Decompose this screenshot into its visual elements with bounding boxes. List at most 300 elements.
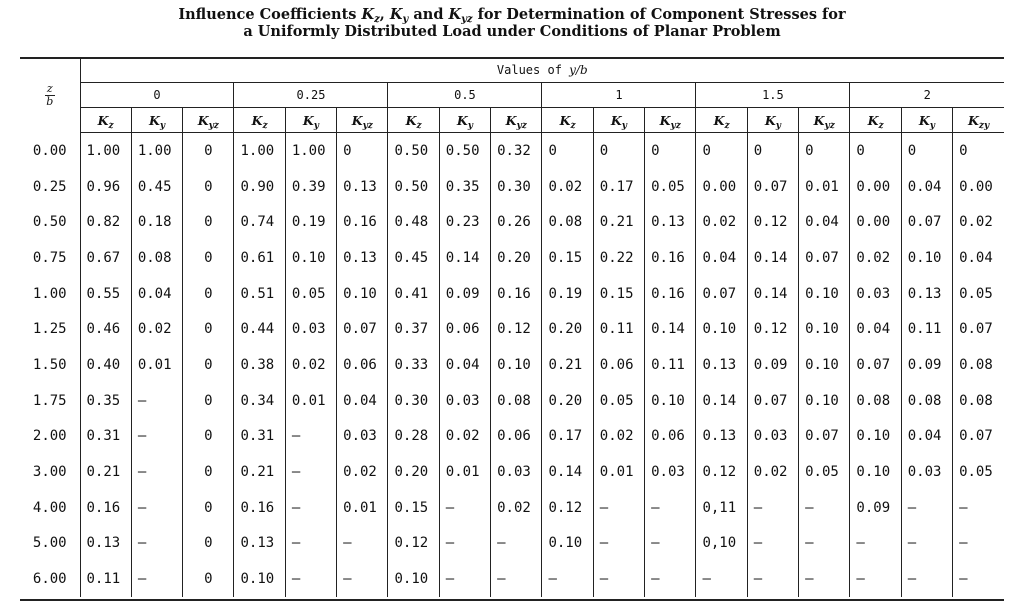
z-over-b-value: 0.50 bbox=[32, 214, 67, 231]
coefficient-cell: 0.04 bbox=[131, 276, 182, 312]
coefficient-cell: 0.37 bbox=[388, 311, 439, 347]
coefficient-cell: 0.50 bbox=[439, 133, 490, 169]
coefficient-cell: 0.07 bbox=[850, 347, 901, 383]
coefficient-cell: — bbox=[953, 561, 1004, 597]
z-over-b-value: 0.00 bbox=[32, 142, 67, 159]
coefficient-cell: 0.13 bbox=[234, 526, 285, 562]
coefficient-cell: 0 bbox=[183, 240, 234, 276]
coefficient-cell: 0 bbox=[645, 133, 696, 169]
coefficient-cell: — bbox=[285, 561, 336, 597]
coefficient-cell: 0.10 bbox=[491, 347, 542, 383]
coefficient-cell: 0.06 bbox=[593, 347, 644, 383]
coefficient-cell: — bbox=[131, 490, 182, 526]
title-text: , bbox=[379, 6, 390, 23]
coefficient-cell: 1.00 bbox=[131, 133, 182, 169]
coefficient-cell: — bbox=[645, 526, 696, 562]
k-symbol: K bbox=[559, 112, 571, 128]
coefficient-cell: 0.10 bbox=[799, 383, 850, 419]
coefficient-cell: 0.12 bbox=[388, 526, 439, 562]
k-subscript: z bbox=[416, 120, 422, 131]
coefficient-cell: 0.55 bbox=[80, 276, 131, 312]
coefficient-cell: — bbox=[439, 490, 490, 526]
k-symbol: K bbox=[610, 112, 622, 128]
coefficient-cell: 0.18 bbox=[131, 204, 182, 240]
coefficient-cell: 0.08 bbox=[953, 383, 1004, 419]
coefficient-cell: 0.07 bbox=[337, 311, 388, 347]
coefficient-cell: — bbox=[850, 561, 901, 597]
coefficient-cell: 0.45 bbox=[388, 240, 439, 276]
coefficient-cell: 0 bbox=[183, 454, 234, 490]
coefficient-cell: 0.44 bbox=[234, 311, 285, 347]
coefficient-cell: 0.39 bbox=[285, 169, 336, 205]
coefficient-cell: 0 bbox=[183, 383, 234, 419]
coefficient-cell: 0.03 bbox=[285, 311, 336, 347]
coefficient-cell: 0.41 bbox=[388, 276, 439, 312]
coefficient-cell: 0.17 bbox=[593, 169, 644, 205]
coefficient-column-header bbox=[183, 108, 234, 133]
coefficient-cell: 0.22 bbox=[593, 240, 644, 276]
coefficient-cell: 0.30 bbox=[491, 169, 542, 205]
coefficient-cell: — bbox=[850, 526, 901, 562]
coefficient-cell: 0.10 bbox=[799, 347, 850, 383]
coefficient-cell: 1.00 bbox=[80, 133, 131, 169]
coefficient-cell: — bbox=[439, 526, 490, 562]
coefficient-cell: 0.13 bbox=[901, 276, 952, 312]
coefficient-cell: 0.16 bbox=[337, 204, 388, 240]
coefficient-cell: 0.10 bbox=[234, 561, 285, 597]
coefficient-cell: 0.13 bbox=[645, 204, 696, 240]
table-row bbox=[20, 133, 1004, 169]
coefficient-column-header bbox=[131, 108, 182, 133]
k-subscript: z bbox=[108, 120, 114, 131]
title-text: for Determination of Component Stresses for bbox=[472, 6, 846, 23]
coefficient-column-header bbox=[234, 108, 285, 133]
k-symbol: K bbox=[713, 112, 725, 128]
coefficient-column-header bbox=[747, 108, 798, 133]
k-subscript: yz bbox=[670, 120, 681, 131]
coefficient-cell: — bbox=[799, 526, 850, 562]
coefficient-cell: 0.08 bbox=[901, 383, 952, 419]
coefficient-cell: 0.10 bbox=[850, 419, 901, 455]
z-over-b-value: 1.75 bbox=[32, 392, 67, 409]
title-subscript: yz bbox=[461, 14, 473, 25]
coefficient-cell: 0.09 bbox=[901, 347, 952, 383]
group-header: 2 bbox=[850, 83, 1004, 108]
coefficient-cell: 0.11 bbox=[645, 347, 696, 383]
coefficient-cell: 0 bbox=[183, 169, 234, 205]
coefficient-cell: 0.40 bbox=[80, 347, 131, 383]
coefficient-cell: 0.13 bbox=[696, 419, 747, 455]
coefficient-cell: 0.06 bbox=[439, 311, 490, 347]
coefficient-cell: 0.00 bbox=[850, 204, 901, 240]
coefficient-cell: 0 bbox=[183, 276, 234, 312]
coefficient-cell: 0.04 bbox=[850, 311, 901, 347]
coefficient-cell: 0.31 bbox=[80, 419, 131, 455]
coefficient-cell: 0.13 bbox=[337, 169, 388, 205]
k-symbol: K bbox=[764, 112, 776, 128]
coefficient-cell: — bbox=[285, 419, 336, 455]
coefficient-column-header bbox=[593, 108, 644, 133]
k-subscript: yz bbox=[824, 120, 835, 131]
table-row bbox=[20, 490, 1004, 526]
coefficient-cell: 0.10 bbox=[285, 240, 336, 276]
k-symbol: K bbox=[405, 112, 417, 128]
coefficient-cell: — bbox=[542, 561, 593, 597]
coefficient-cell: 0.11 bbox=[80, 561, 131, 597]
coefficient-cell: — bbox=[337, 561, 388, 597]
k-symbol: K bbox=[813, 112, 825, 128]
table-row bbox=[20, 561, 1004, 597]
z-over-b-value: 6.00 bbox=[32, 571, 67, 588]
coefficient-cell: 0 bbox=[183, 347, 234, 383]
coefficient-cell: 0.07 bbox=[953, 311, 1004, 347]
coefficient-cell: 0.02 bbox=[131, 311, 182, 347]
coefficient-cell: 0.02 bbox=[542, 169, 593, 205]
title-k-symbol: K bbox=[361, 6, 375, 23]
coefficient-cell: 0.21 bbox=[593, 204, 644, 240]
title-line-1 bbox=[0, 6, 1024, 23]
coefficient-cell: 0.07 bbox=[747, 383, 798, 419]
coefficient-cell: 0.06 bbox=[645, 419, 696, 455]
coefficient-cell: — bbox=[747, 526, 798, 562]
coefficient-cell: 0 bbox=[183, 133, 234, 169]
coefficient-cell: 0.04 bbox=[901, 419, 952, 455]
coefficient-cell: 0.06 bbox=[337, 347, 388, 383]
coefficient-column-header bbox=[388, 108, 439, 133]
fraction-numerator: z bbox=[46, 81, 53, 95]
coefficient-column-header bbox=[542, 108, 593, 133]
coefficient-cell: 0 bbox=[953, 133, 1004, 169]
coefficient-cell: 0.04 bbox=[799, 204, 850, 240]
table-row bbox=[20, 419, 1004, 455]
k-symbol: K bbox=[918, 112, 930, 128]
coefficient-cell: 0.12 bbox=[491, 311, 542, 347]
k-symbol: K bbox=[251, 112, 263, 128]
coefficient-cell: 0 bbox=[183, 490, 234, 526]
coefficient-column-header bbox=[953, 108, 1004, 133]
coefficient-cell: 0.10 bbox=[799, 311, 850, 347]
group-header: 1 bbox=[542, 83, 696, 108]
k-subscript: zy bbox=[978, 120, 990, 131]
coefficient-cell: — bbox=[696, 561, 747, 597]
k-subscript: yz bbox=[516, 120, 527, 131]
coefficient-cell: 0.16 bbox=[645, 276, 696, 312]
coefficient-cell: — bbox=[439, 561, 490, 597]
coefficient-cell: 0 bbox=[183, 561, 234, 597]
coefficient-cell: 0.05 bbox=[593, 383, 644, 419]
table-row bbox=[20, 347, 1004, 383]
coefficient-cell: 0.01 bbox=[439, 454, 490, 490]
coefficient-cell: 0.07 bbox=[953, 419, 1004, 455]
z-over-b-header bbox=[20, 58, 80, 133]
coefficient-cell: 1.00 bbox=[285, 133, 336, 169]
coefficient-cell: — bbox=[901, 561, 952, 597]
table-row bbox=[20, 454, 1004, 490]
coefficient-cell: 0.12 bbox=[747, 311, 798, 347]
coefficient-cell: — bbox=[131, 419, 182, 455]
title-text: Influence Coefficients bbox=[178, 6, 362, 23]
coefficient-cell: 0.13 bbox=[337, 240, 388, 276]
coefficient-cell: 0.61 bbox=[234, 240, 285, 276]
coefficient-cell: 0.02 bbox=[593, 419, 644, 455]
coefficient-cell: 0.23 bbox=[439, 204, 490, 240]
coefficient-cell: — bbox=[799, 561, 850, 597]
coefficient-cell: 0.15 bbox=[388, 490, 439, 526]
k-symbol: K bbox=[197, 112, 209, 128]
coefficient-cell: — bbox=[285, 526, 336, 562]
coefficient-cell: 0.07 bbox=[901, 204, 952, 240]
k-symbol: K bbox=[659, 112, 671, 128]
coefficient-cell: — bbox=[747, 561, 798, 597]
coefficient-cell: 0.02 bbox=[491, 490, 542, 526]
coefficient-cell: 0.45 bbox=[131, 169, 182, 205]
coefficient-cell: 0.96 bbox=[80, 169, 131, 205]
k-symbol: K bbox=[456, 112, 468, 128]
coefficient-cell: — bbox=[285, 490, 336, 526]
coefficient-cell: — bbox=[131, 454, 182, 490]
coefficient-cell: — bbox=[491, 561, 542, 597]
k-symbol: K bbox=[505, 112, 517, 128]
coefficient-cell: 0.26 bbox=[491, 204, 542, 240]
k-subscript: y bbox=[621, 120, 627, 131]
coefficient-cell: 0.02 bbox=[953, 204, 1004, 240]
coefficient-cell: 0.05 bbox=[799, 454, 850, 490]
coefficient-cell: — bbox=[953, 526, 1004, 562]
coefficient-cell: 0.17 bbox=[542, 419, 593, 455]
coefficient-cell: 0.01 bbox=[131, 347, 182, 383]
coefficient-cell: 0.06 bbox=[491, 419, 542, 455]
coefficient-cell: 0.02 bbox=[747, 454, 798, 490]
coefficient-cell: 0.11 bbox=[901, 311, 952, 347]
coefficient-cell: 0.14 bbox=[747, 276, 798, 312]
coefficient-cell: 0 bbox=[747, 133, 798, 169]
coefficient-cell: 0.38 bbox=[234, 347, 285, 383]
coefficient-cell: 0.67 bbox=[80, 240, 131, 276]
table-row bbox=[20, 526, 1004, 562]
coefficient-cell: 0.15 bbox=[542, 240, 593, 276]
coefficient-cell: 0 bbox=[183, 204, 234, 240]
table-bottom-rule bbox=[20, 599, 1004, 601]
coefficient-column-header bbox=[645, 108, 696, 133]
coefficient-cell: 0.48 bbox=[388, 204, 439, 240]
coefficient-cell: 0 bbox=[183, 526, 234, 562]
coefficient-cell: 0.05 bbox=[645, 169, 696, 205]
k-subscript: y bbox=[313, 120, 320, 131]
coefficient-cell: 0.12 bbox=[747, 204, 798, 240]
coefficient-cell: 0.19 bbox=[285, 204, 336, 240]
coefficient-cell: — bbox=[131, 526, 182, 562]
coefficient-cell: 0 bbox=[183, 419, 234, 455]
coefficient-cell: 0.14 bbox=[747, 240, 798, 276]
coefficient-cell: — bbox=[799, 490, 850, 526]
group-header: 1.5 bbox=[696, 83, 850, 108]
coefficient-column-header bbox=[439, 108, 490, 133]
coefficient-cell: 0.03 bbox=[850, 276, 901, 312]
coefficient-column-header bbox=[696, 108, 747, 133]
coefficient-cell: 0 bbox=[337, 133, 388, 169]
table-title bbox=[0, 6, 1024, 40]
coefficient-cell: 0.34 bbox=[234, 383, 285, 419]
coefficient-cell: 0.03 bbox=[645, 454, 696, 490]
coefficient-cell: 0.04 bbox=[696, 240, 747, 276]
coefficient-cell: 0.08 bbox=[953, 347, 1004, 383]
coefficient-cell: 0.20 bbox=[542, 311, 593, 347]
coefficient-column-header bbox=[285, 108, 336, 133]
coefficient-cell: 0.28 bbox=[388, 419, 439, 455]
z-over-b-value: 0.75 bbox=[32, 249, 67, 266]
title-k-symbol: K bbox=[389, 6, 403, 23]
coefficient-cell: 0.15 bbox=[593, 276, 644, 312]
coefficient-cell: 0.09 bbox=[747, 347, 798, 383]
k-subscript: z bbox=[570, 120, 576, 131]
coefficient-cell: 0.08 bbox=[491, 383, 542, 419]
coefficient-cell: 0.00 bbox=[850, 169, 901, 205]
k-subscript: y bbox=[775, 120, 781, 131]
coefficient-cell: 0.21 bbox=[234, 454, 285, 490]
coefficient-cell: 0 bbox=[799, 133, 850, 169]
coefficient-cell: — bbox=[593, 526, 644, 562]
title-text: and bbox=[408, 6, 449, 23]
k-symbol: K bbox=[351, 112, 363, 128]
table-row bbox=[20, 311, 1004, 347]
coefficient-cell: 0.10 bbox=[850, 454, 901, 490]
z-over-b-value: 1.25 bbox=[32, 321, 67, 338]
coefficient-cell: 0.16 bbox=[80, 490, 131, 526]
coefficient-cell: 0.02 bbox=[285, 347, 336, 383]
coefficient-cell: 0 bbox=[696, 133, 747, 169]
coefficient-cell: 0.03 bbox=[747, 419, 798, 455]
group-header: 0 bbox=[80, 83, 234, 108]
coefficient-cell: 0.10 bbox=[388, 561, 439, 597]
coefficient-cell: 0.05 bbox=[953, 276, 1004, 312]
coefficient-cell: 0.10 bbox=[542, 526, 593, 562]
coefficient-cell: — bbox=[285, 454, 336, 490]
coefficient-cell: 0.05 bbox=[285, 276, 336, 312]
values-label: Values of bbox=[496, 63, 570, 77]
k-subscript: z bbox=[724, 120, 730, 131]
coefficient-cell: 0.13 bbox=[696, 347, 747, 383]
title-subscript: y bbox=[402, 14, 409, 25]
k-symbol: K bbox=[867, 112, 879, 128]
coefficient-cell: 0.07 bbox=[696, 276, 747, 312]
coefficient-cell: 0.04 bbox=[901, 169, 952, 205]
coefficient-cell: 0.50 bbox=[388, 133, 439, 169]
k-subscript: yz bbox=[208, 120, 219, 131]
coefficient-cell: 0.46 bbox=[80, 311, 131, 347]
coefficient-cell: 0.08 bbox=[542, 204, 593, 240]
coefficient-cell: 0.30 bbox=[388, 383, 439, 419]
values-variable: y/b bbox=[569, 63, 588, 77]
coefficient-cell: 0.10 bbox=[645, 383, 696, 419]
k-symbol: K bbox=[967, 112, 979, 128]
coefficient-cell: 0.02 bbox=[337, 454, 388, 490]
coefficient-cell: — bbox=[747, 490, 798, 526]
coefficient-cell: 0.09 bbox=[439, 276, 490, 312]
coefficient-cell: 0.01 bbox=[593, 454, 644, 490]
coefficient-cell: 0.20 bbox=[491, 240, 542, 276]
table-row bbox=[20, 204, 1004, 240]
coefficient-cell: 0.20 bbox=[388, 454, 439, 490]
table-row bbox=[20, 276, 1004, 312]
k-subscript: y bbox=[159, 120, 166, 131]
z-over-b-value: 2.00 bbox=[32, 428, 67, 445]
title-line-2: a Uniformly Distributed Load under Conditions of Planar Problem bbox=[243, 23, 781, 40]
k-subscript: yz bbox=[362, 120, 373, 131]
k-subscript: z bbox=[262, 120, 268, 131]
table-row bbox=[20, 240, 1004, 276]
k-symbol: K bbox=[97, 112, 109, 128]
k-subscript: y bbox=[467, 120, 474, 131]
coefficient-cell: 0.50 bbox=[388, 169, 439, 205]
coefficient-cell: 0.21 bbox=[542, 347, 593, 383]
coefficient-cell: — bbox=[901, 526, 952, 562]
coefficient-cell: 0.01 bbox=[799, 169, 850, 205]
coefficient-cell: 0.04 bbox=[439, 347, 490, 383]
coefficient-cell: — bbox=[645, 561, 696, 597]
coefficient-cell: 0.03 bbox=[337, 419, 388, 455]
coefficient-cell: 0.07 bbox=[799, 419, 850, 455]
coefficient-cell: 0.10 bbox=[696, 311, 747, 347]
coefficient-cell: 0.35 bbox=[439, 169, 490, 205]
group-header: 0.25 bbox=[234, 83, 388, 108]
coefficient-cell: 0.01 bbox=[285, 383, 336, 419]
coefficient-cell: 0.02 bbox=[696, 204, 747, 240]
coefficient-column-header bbox=[337, 108, 388, 133]
z-over-b-value: 1.00 bbox=[32, 285, 67, 302]
coefficient-cell: 0.03 bbox=[491, 454, 542, 490]
coefficient-cell: 0.04 bbox=[953, 240, 1004, 276]
coefficient-cell: 0 bbox=[901, 133, 952, 169]
coefficient-cell: 0.09 bbox=[850, 490, 901, 526]
k-subscript: y bbox=[929, 120, 935, 131]
k-subscript: z bbox=[878, 120, 884, 131]
k-symbol: K bbox=[148, 112, 160, 128]
coefficient-cell: 0.19 bbox=[542, 276, 593, 312]
coefficient-cell: — bbox=[645, 490, 696, 526]
coefficient-cell: 0.21 bbox=[80, 454, 131, 490]
coefficient-cell: 0.12 bbox=[542, 490, 593, 526]
coefficient-cell: 0.08 bbox=[131, 240, 182, 276]
z-over-b-value: 0.25 bbox=[32, 178, 67, 195]
coefficient-cell: 0 bbox=[183, 311, 234, 347]
coefficient-cell: 0.16 bbox=[491, 276, 542, 312]
coefficient-cell: 0.10 bbox=[901, 240, 952, 276]
coefficient-cell: 0.16 bbox=[645, 240, 696, 276]
coefficient-cell: 0 bbox=[850, 133, 901, 169]
coefficient-cell: 0.05 bbox=[953, 454, 1004, 490]
coefficient-cell: 0.00 bbox=[953, 169, 1004, 205]
title-subscript: z bbox=[374, 14, 380, 25]
z-over-b-value: 5.00 bbox=[32, 535, 67, 552]
coefficient-cell: 0.74 bbox=[234, 204, 285, 240]
coefficient-cell: 1.00 bbox=[234, 133, 285, 169]
coefficient-cell: — bbox=[337, 526, 388, 562]
coefficient-column-header bbox=[850, 108, 901, 133]
z-over-b-fraction bbox=[45, 83, 55, 108]
coefficient-cell: 0.14 bbox=[542, 454, 593, 490]
coefficient-cell: 0.01 bbox=[337, 490, 388, 526]
coefficient-cell: — bbox=[593, 561, 644, 597]
coefficient-column-header bbox=[491, 108, 542, 133]
coefficient-cell: — bbox=[491, 526, 542, 562]
coefficient-cell: 0.31 bbox=[234, 419, 285, 455]
coefficient-cell: 0.51 bbox=[234, 276, 285, 312]
coefficient-cell: 0.12 bbox=[696, 454, 747, 490]
coefficient-cell: 0.04 bbox=[337, 383, 388, 419]
values-of-y-over-b-header bbox=[80, 58, 1004, 83]
coefficient-cell: — bbox=[901, 490, 952, 526]
coefficient-cell: — bbox=[131, 383, 182, 419]
